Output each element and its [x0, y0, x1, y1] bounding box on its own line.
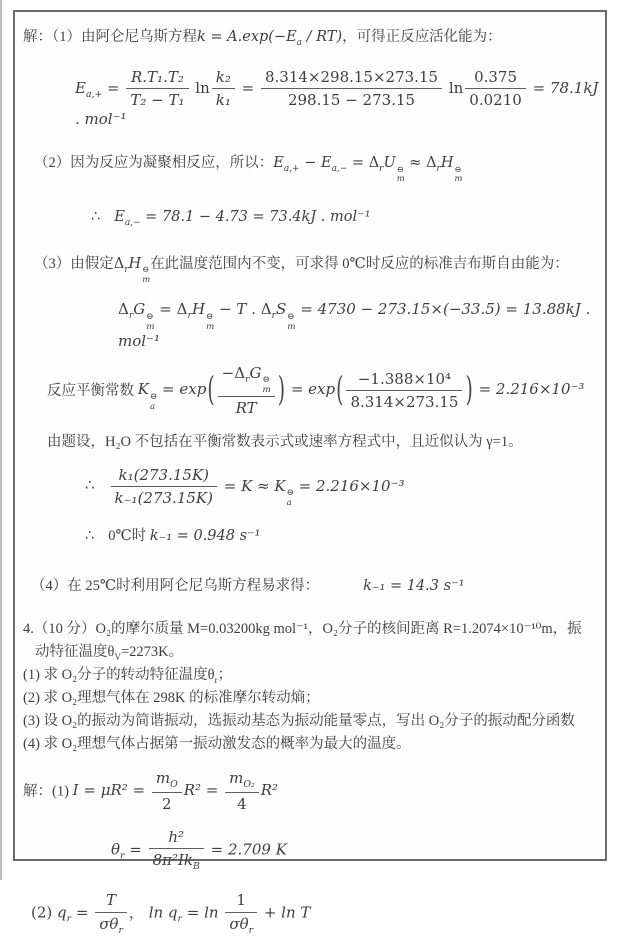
- delta-symbol: Δ: [118, 300, 129, 319]
- left-paren: (: [207, 371, 215, 410]
- numerator: k₁(273.15K): [111, 465, 217, 487]
- subscript-a-minus: a,−: [124, 217, 141, 228]
- solution-3-line: [34, 253, 601, 285]
- fraction: [225, 890, 257, 937]
- equals-sign: =: [124, 839, 147, 858]
- var-q: q: [57, 903, 67, 922]
- denominator: [225, 913, 257, 937]
- water-note-line: [47, 431, 601, 453]
- problem-statement: 动特征温度θ: [35, 643, 115, 660]
- subscript-a: a: [286, 497, 292, 508]
- delta-symbol: Δ: [426, 155, 437, 172]
- reverse-activation-result: [91, 206, 601, 231]
- subscript-r: r: [128, 310, 134, 322]
- energy-relation: [273, 155, 463, 184]
- var-m: m: [229, 768, 244, 787]
- standard-state-icon: ⊖: [286, 487, 294, 498]
- partition-function-equation: [31, 890, 601, 937]
- inertia-equation: [23, 768, 601, 815]
- subscript-r: r: [118, 924, 123, 936]
- denominator: [149, 849, 204, 874]
- var-S: S: [276, 300, 287, 319]
- var-H: H: [440, 155, 454, 172]
- denominator: T₂ − T₁: [130, 91, 185, 110]
- intro-text: 解：（1）由阿仑尼乌斯方程: [23, 29, 197, 45]
- ln-operator: ln: [195, 78, 210, 97]
- result-value: = 78.1kJ . mol⁻¹: [75, 78, 599, 129]
- fraction: [346, 369, 462, 413]
- subscript-r: r: [120, 849, 125, 861]
- problem-statement: =2273K。: [120, 643, 184, 660]
- subscript-a-plus: a,+: [283, 164, 300, 175]
- subscript-a-minus: a,−: [331, 164, 348, 175]
- var-G: G: [133, 300, 146, 319]
- standard-state-icon: ⊖: [146, 311, 154, 322]
- numerator: 1: [225, 890, 257, 912]
- var-K: K: [137, 380, 149, 399]
- denominator: 2: [162, 795, 172, 814]
- fraction: [225, 768, 259, 815]
- standard-state-icon: ⊖: [142, 263, 150, 274]
- delta-symbol: Δ: [368, 155, 380, 172]
- math-text: k = A.exp(−E: [197, 29, 297, 45]
- fraction: [126, 67, 188, 111]
- var-E: E: [273, 155, 284, 172]
- equals-sign: =: [157, 380, 180, 399]
- var-K: K: [274, 476, 286, 495]
- item-text: ；: [217, 666, 233, 683]
- std-state-stack: [146, 312, 154, 332]
- approx-sign: ≈: [404, 155, 427, 172]
- rate-constant-value: k₋₁ = 0.948 s⁻¹: [149, 528, 261, 545]
- solution-1-intro: [23, 26, 601, 51]
- scan-page-edge: [0, 0, 2, 880]
- result-value: = 4730 − 273.15×(−33.5) = 13.88kJ . mol⁻¹: [118, 300, 591, 350]
- result-value: = 2.216×10⁻³: [293, 476, 405, 495]
- fraction: [95, 890, 127, 937]
- gibbs-energy-equation: [118, 300, 601, 349]
- denominator: 8.314×273.15: [350, 392, 459, 411]
- ln-operator: ln: [448, 78, 464, 97]
- rotational-temperature-equation: [111, 827, 601, 874]
- answer-label: 解：(1): [23, 783, 69, 800]
- numerator: [152, 768, 182, 794]
- item-text: (1) 求 O₂分子的转动特征温度θ: [23, 666, 215, 683]
- math-text: / RT): [302, 29, 343, 45]
- numerator: T: [95, 890, 127, 912]
- numerator: 8.314×298.15×273.15: [261, 67, 442, 89]
- rate-ratio-equation: [85, 465, 601, 509]
- var-G: G: [249, 363, 262, 382]
- math-text: σθ: [229, 914, 249, 933]
- subscript-r: r: [187, 310, 192, 322]
- subscript-r: r: [214, 674, 218, 685]
- equals-K-approx: = K ≈: [218, 476, 275, 495]
- equilibrium-constant-equation: [47, 363, 601, 419]
- result-value: = 2.216×10⁻³: [478, 380, 585, 399]
- subscript-m: m: [262, 384, 271, 395]
- math-text: σθ: [99, 914, 119, 933]
- fraction: [111, 465, 217, 509]
- std-state-stack: [287, 312, 295, 332]
- delta-symbol: Δ: [176, 300, 188, 319]
- equals-sign: =: [347, 155, 369, 172]
- intro-text-end: ，可得正反应活化能为：: [342, 29, 502, 45]
- left-paren: (: [336, 371, 344, 410]
- step-3-text: （3）由假定: [34, 255, 114, 272]
- var-E: E: [75, 78, 86, 97]
- fraction: [261, 67, 442, 111]
- standard-state-icon: ⊖: [262, 374, 270, 385]
- var-U: U: [383, 155, 396, 172]
- math-text: = ln: [181, 903, 224, 922]
- therefore-symbol: ∴: [91, 208, 101, 225]
- numerator: h²: [149, 827, 204, 849]
- denominator: 298.15 − 273.15: [287, 91, 416, 110]
- var-m: m: [155, 768, 171, 787]
- equals-sign: =: [102, 78, 125, 97]
- std-state-stack: [142, 265, 150, 284]
- subscript-r: r: [379, 164, 384, 175]
- step-4-text: （4）在 25℃时利用阿仑尼乌斯方程易求得：: [31, 577, 320, 594]
- denominator: k₋₁(273.15K): [114, 488, 213, 507]
- denominator: RT: [235, 398, 257, 417]
- numerator: [218, 363, 275, 397]
- subscript-m: m: [142, 273, 151, 284]
- math-text: R²: [260, 781, 279, 800]
- var-H: H: [128, 255, 142, 272]
- subscript-r: r: [248, 924, 254, 936]
- std-state-stack: [287, 488, 294, 508]
- numerator: k₂: [212, 67, 235, 89]
- subscript-r: r: [245, 373, 250, 385]
- problem-4-block: [23, 618, 601, 756]
- delta-H-term: [113, 255, 151, 284]
- problem-4-item-1: [23, 664, 601, 687]
- problem-4-item-3: [23, 710, 601, 733]
- denominator: 0.0210: [469, 91, 522, 110]
- subscript-a: a: [149, 401, 156, 412]
- math-text: + ln T: [259, 903, 311, 922]
- std-state-stack: [262, 375, 270, 395]
- result-value: = 78.1 − 4.73 = 73.4kJ . mol⁻¹: [140, 208, 371, 225]
- subscript-r: r: [271, 310, 276, 322]
- solution-4-line: [31, 575, 601, 597]
- standard-state-icon: ⊖: [206, 311, 214, 322]
- math-text: I = μR² =: [72, 781, 150, 800]
- subscript-O: O: [170, 778, 178, 790]
- standard-state-icon: ⊖: [149, 391, 158, 402]
- equals-sign: =: [71, 903, 94, 922]
- item-text: (3) 设 O₂的振动为简谐振动，选振动基态为振动能量零点，写出 O₂分子的振动配分函数: [23, 712, 575, 729]
- subscript-m: m: [287, 321, 296, 332]
- problem-4-header: [23, 618, 601, 641]
- item-text: (4) 求 O₂理想气体占据第一振动激发态的概率为最大的温度。: [23, 735, 411, 752]
- var-E: E: [320, 155, 332, 172]
- fraction: [212, 67, 235, 111]
- fraction: [465, 67, 526, 111]
- problem-4-item-2: [23, 687, 601, 710]
- denominator: k₁: [215, 91, 231, 110]
- problem-4-header-wrap: [35, 641, 601, 664]
- right-paren: ): [465, 371, 473, 410]
- solution-2-line: [34, 152, 601, 184]
- step-2-text: （2）因为反应为凝聚相反应，所以：: [34, 155, 274, 172]
- numerator: −1.388×10⁴: [346, 369, 462, 391]
- note-text: 由题设，H₂O 不包括在平衡常数表示式或速率方程式中，且近似认为 γ=1。: [47, 434, 523, 451]
- standard-state-icon: ⊖: [396, 163, 404, 174]
- item-text: (2) 求 O₂理想气体在 298K 的标准摩尔转动熵；: [23, 690, 320, 707]
- subscript-r: r: [436, 164, 441, 175]
- subscript-r: r: [66, 913, 72, 925]
- denominator: [95, 913, 127, 937]
- fraction: [218, 363, 275, 419]
- var-H: H: [191, 300, 206, 319]
- rate-constant-0C-line: [85, 525, 601, 547]
- arrhenius-equation: [197, 29, 343, 48]
- activation-energy-equation: [75, 67, 601, 129]
- minus-sign: −: [299, 155, 321, 172]
- subscript-r: r: [124, 264, 129, 275]
- step-3-text-end: 在此温度范围内不变，可求得 0℃时反应的标准吉布斯自由能为：: [150, 255, 569, 272]
- std-state-stack: [455, 165, 463, 184]
- denominator: 4: [237, 795, 247, 814]
- therefore-symbol: ∴: [85, 476, 95, 495]
- subscript-r: r: [177, 913, 182, 925]
- minus-T-term: − T .: [214, 300, 261, 319]
- subscript-V: V: [114, 651, 121, 662]
- numerator: R.T₁.T₂: [126, 67, 188, 89]
- inertia-math: [72, 768, 279, 814]
- exp-operator: exp: [308, 380, 336, 399]
- item-number: (2): [31, 903, 58, 922]
- neg-delta: −Δ: [221, 363, 246, 382]
- math-text: 8π²Ik: [152, 850, 194, 869]
- exp-operator: exp: [179, 380, 207, 399]
- delta-symbol: Δ: [260, 300, 272, 319]
- equals-sign: =: [154, 300, 177, 319]
- var-theta: θ: [111, 839, 121, 858]
- problem-4-item-4: [23, 733, 601, 756]
- comma: ，: [128, 903, 149, 922]
- ln-q-term: ln q: [148, 903, 178, 922]
- math-text: R² =: [183, 781, 224, 800]
- fraction: [152, 768, 182, 815]
- subscript-a: a: [296, 37, 303, 48]
- subscript-m: m: [454, 173, 463, 184]
- rate-constant-25C: k₋₁ = 14.3 s⁻¹: [363, 577, 465, 594]
- numerator: 0.375: [465, 67, 526, 89]
- subscript-B: B: [193, 860, 200, 872]
- subscript-m: m: [206, 321, 215, 332]
- right-paren: ): [277, 371, 286, 410]
- subscript-m: m: [146, 321, 155, 332]
- result-value: = 2.709 K: [210, 839, 287, 858]
- var-E: E: [114, 208, 125, 225]
- std-state-stack: [397, 165, 405, 184]
- equals-sign: =: [241, 78, 259, 97]
- equilibrium-label: 反应平衡常数: [47, 382, 134, 399]
- subscript-m: m: [396, 173, 405, 184]
- equals-sign: =: [286, 380, 309, 399]
- delta-symbol: Δ: [113, 255, 125, 272]
- therefore-symbol: ∴: [85, 528, 95, 545]
- standard-state-icon: ⊖: [287, 311, 295, 322]
- subscript-O2: O₂: [243, 778, 255, 790]
- standard-state-icon: ⊖: [454, 163, 462, 174]
- temp-label: 0℃时: [108, 528, 150, 545]
- numerator: [225, 768, 259, 794]
- problem-statement: 4.（10 分）O₂的摩尔质量 M=0.03200kg mol⁻¹，O₂分子的核间距离 R=1.2074×10⁻¹⁰m，振: [23, 621, 582, 637]
- fraction: [149, 827, 204, 874]
- subscript-a-plus: a,+: [85, 88, 103, 100]
